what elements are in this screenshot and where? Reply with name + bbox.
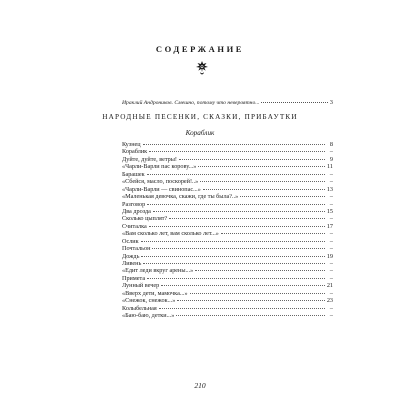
toc-entry-page: –: [329, 230, 333, 238]
toc-entry-page: –: [329, 260, 333, 267]
section-title: НАРОДНЫЕ ПЕСЕНКИ, СКАЗКИ, ПРИБАУТКИ: [102, 113, 298, 121]
dot-leader: [240, 196, 325, 197]
toc-entry[interactable]: [122, 230, 333, 237]
intro-page-number: 3: [329, 99, 333, 106]
dot-leader: [195, 270, 325, 271]
dot-leader: [149, 226, 325, 227]
toc-entry[interactable]: [122, 305, 333, 312]
toc-entry-page: –: [329, 178, 333, 186]
toc-entry[interactable]: [122, 245, 333, 252]
dot-leader: [147, 204, 325, 205]
toc-entry[interactable]: [122, 253, 333, 260]
page-heading: СОДЕРЖАНИЕ: [155, 44, 245, 54]
toc-entry-page: 19: [326, 252, 333, 260]
toc-entry-title: «Маленькая девочка, скажи, где ты была?..»: [122, 193, 239, 201]
toc-entry-title: Лунный вечер: [122, 282, 160, 290]
toc-entry-page: –: [329, 237, 333, 245]
dot-leader: [221, 233, 325, 234]
dot-leader: [169, 218, 325, 219]
toc-entry-title: Примета: [122, 274, 146, 282]
toc-entry-title: «Едит леди вкруг арены...»: [122, 267, 194, 275]
dot-leader: [179, 159, 325, 160]
dot-leader: [147, 174, 325, 175]
toc-entry-page: –: [329, 312, 333, 320]
toc-entry-title: Кораблик: [122, 148, 148, 156]
toc-entry-page: –: [329, 304, 333, 312]
dot-leader: [143, 263, 325, 264]
toc-entry-page: 23: [326, 297, 333, 305]
toc-entry-title: «Баю-баю, детки...»: [122, 312, 175, 320]
toc-entry-page: 8: [329, 141, 333, 148]
toc-entry[interactable]: [122, 312, 333, 319]
toc-entry-title: Колыбельная: [122, 304, 157, 312]
toc-entry-title: Дождь: [122, 252, 140, 260]
toc-entry-title: «Чарли-Варли пас корову...»: [122, 163, 197, 171]
subsection-title: Кораблик: [185, 129, 215, 137]
toc-entry[interactable]: [122, 148, 333, 155]
toc-entry[interactable]: [122, 171, 333, 178]
dot-leader: [190, 293, 325, 294]
toc-entry[interactable]: [122, 215, 333, 222]
toc-entry-title: Почтальон: [122, 245, 151, 253]
page-number-folio: 210: [194, 381, 206, 390]
toc-entry-title: «Чарли-Варли — свинопас...»: [122, 185, 201, 193]
toc-entry[interactable]: [122, 178, 333, 185]
dot-leader: [161, 285, 325, 286]
toc-entry-title: Дуйте, дуйте, ветры!: [122, 155, 177, 163]
dot-leader: [177, 300, 324, 301]
toc-entry[interactable]: [122, 238, 333, 245]
toc-entry-page: –: [329, 245, 333, 253]
toc-entry[interactable]: [122, 297, 333, 304]
toc-entry[interactable]: [122, 267, 333, 274]
toc-entry-page: –: [329, 170, 333, 178]
toc-entry-title: Сколько цыплят?: [122, 215, 168, 223]
dot-leader: [176, 315, 325, 316]
toc-entry-title: Считалка: [122, 222, 147, 230]
toc-entry-title: Разговор: [122, 200, 146, 208]
toc-entry[interactable]: [122, 260, 333, 267]
toc-entry[interactable]: [122, 193, 333, 200]
toc-intro-entry[interactable]: [122, 99, 333, 109]
toc-entry-title: «Сбейся, масло, поскорей!..»: [122, 178, 199, 186]
toc-entry[interactable]: [122, 141, 333, 148]
toc-entry-page: –: [329, 215, 333, 223]
toc-entry[interactable]: [122, 163, 333, 170]
toc-entry-page: 13: [326, 185, 333, 193]
dot-leader: [147, 278, 325, 279]
dot-leader: [149, 151, 325, 152]
toc-entry-title: Ливень: [122, 260, 142, 267]
dot-leader: [141, 241, 325, 242]
dot-leader: [203, 189, 325, 190]
toc-entry-page: 17: [326, 222, 333, 230]
toc-entry-page: –: [329, 200, 333, 208]
toc-entry[interactable]: [122, 186, 333, 193]
toc-entry-page: –: [329, 289, 333, 297]
toc-entry[interactable]: [122, 208, 333, 215]
toc-entry-title: Барашек: [122, 170, 145, 178]
toc-entry-page: –: [329, 274, 333, 282]
dot-leader: [261, 102, 327, 103]
toc-entry[interactable]: [122, 282, 333, 289]
toc-entry-page: 11: [327, 163, 333, 171]
dot-leader: [198, 166, 325, 167]
intro-title: Ираклий Андроников. Смешно, потому что невероятно...: [122, 100, 260, 106]
toc-entry-title: «Снежок, снежок...»: [122, 297, 176, 305]
toc-entry[interactable]: [122, 275, 333, 282]
toc-entry-page: 15: [326, 207, 333, 215]
toc-entry[interactable]: [122, 201, 333, 208]
toc-entry[interactable]: [122, 290, 333, 297]
dot-leader: [152, 248, 325, 249]
toc-entry[interactable]: [122, 223, 333, 230]
toc-entry-title: Кузнец: [122, 141, 141, 148]
toc-entry-title: Ослик: [122, 237, 139, 245]
dot-leader: [200, 181, 325, 182]
dot-leader: [141, 256, 324, 257]
toc-list: [122, 141, 333, 320]
toc-entry-title: «Вверх дети, мамочка...»: [122, 289, 188, 297]
toc-entry[interactable]: [122, 156, 333, 163]
toc-entry-page: 21: [326, 282, 333, 290]
toc-entry-title: «Вам сколько лет, вам сколько лет...»: [122, 230, 219, 238]
toc-entry-page: 9: [329, 155, 333, 163]
toc-entry-page: –: [329, 148, 333, 156]
holly-branch-ornament-icon: [193, 58, 211, 76]
toc-entry-page: –: [329, 193, 333, 201]
dot-leader: [153, 211, 325, 212]
toc-entry-page: –: [329, 267, 333, 275]
dot-leader: [159, 308, 325, 309]
dot-leader: [143, 144, 325, 145]
toc-entry-title: Два дрозда: [122, 207, 151, 215]
